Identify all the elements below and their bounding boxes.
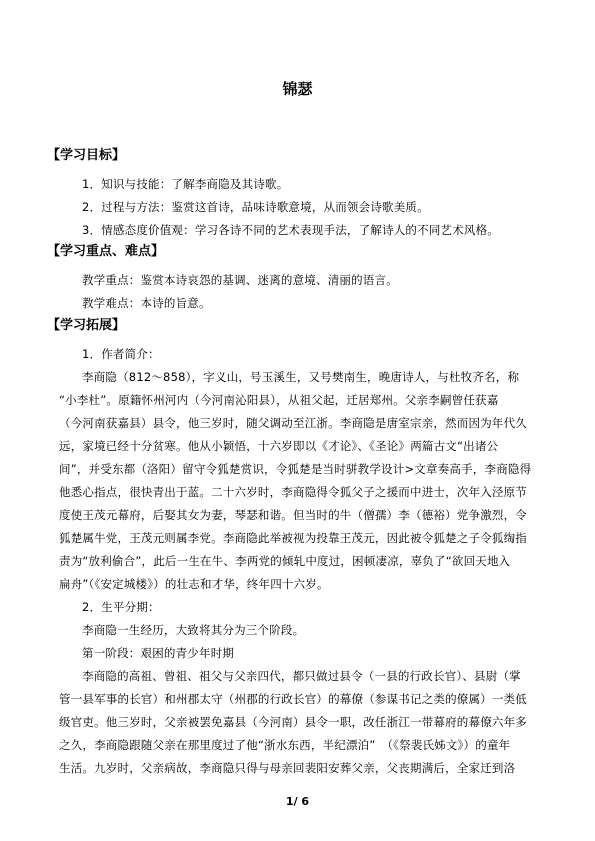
paragraph-line: 管一县军事的长官）和州郡太守（州郡的行政长官）的幕僚（参谋书记之类的僚属）一类低: [59, 692, 527, 706]
section-heading-key-points: 【学习重点、难点】: [47, 244, 165, 259]
document-title: 锦瑟: [282, 80, 313, 98]
goal-item-2: 2．过程与方法：鉴赏这首诗，品味诗歌意境，从而领会诗歌美质。: [82, 200, 429, 214]
paragraph-line: 李商隐的高祖、曾祖、祖父与父亲四代，都只做过县令（一县的行政长官）、县尉（掌: [82, 669, 521, 683]
paragraph-line: 远，家境已经十分贫寒。他从小颖悟，十六岁即以《才论》、《圣论》两篇古文“出诸公: [59, 439, 499, 453]
paragraph-line: 间”，并受东都（洛阳）留守令狐楚赏识，令狐楚是当时骈教学设计>文章奏高手，李商隐得: [59, 462, 532, 476]
goal-item-3: 3．情感态度价值观：学习各诗不同的艺术表现手法，了解诗人的不同艺术风格。: [82, 223, 500, 237]
key-point-1: 教学重点：鉴赏本诗哀怨的基调、迷离的意境、清丽的语言。: [82, 273, 398, 287]
key-point-2: 教学难点：本诗的旨意。: [82, 296, 211, 310]
paragraph-line: 扁舟”（《安定城楼》）的壮志和才华，终年四十六岁。: [59, 577, 329, 591]
subheading-author-intro: 1．作者简介：: [82, 347, 160, 361]
section-heading-learning-goals: 【学习目标】: [47, 148, 126, 163]
paragraph-line: 之久，李商隐跟随父亲在那里度过了他“浙水东西，半纪漂泊” （《祭裴氏姊文》）的童年: [59, 738, 511, 752]
paragraph-line: 生活。九岁时，父亲病故，李商隐只得与母亲回裴阳安葬父亲，父丧期满后，全家迁到洛: [59, 761, 516, 775]
paragraph-line: （今河南获嘉县）县令，他三岁时，随父调动至江浙。李商隐是唐室宗亲，然而因为年代久: [59, 416, 527, 430]
stage-heading: 第一阶段：艰困的青少年时期: [82, 646, 235, 660]
paragraph-line: 李商隐（812～858），字义山，号玉溪生，又号樊南生，晚唐诗人，与杜牧齐名，称: [82, 370, 520, 384]
paragraph-line: 狐楚属牛党，王茂元则属李党。李商隐此举被视为投靠王茂元，因此被令狐楚之子令狐绹指: [59, 531, 527, 545]
paragraph-line: “小李杜”。原籍怀州河内（今河南沁阳县），从祖父起，迁居郑州。父亲李嗣曾任获嘉: [59, 393, 499, 407]
section-heading-extension: 【学习拓展】: [47, 318, 126, 333]
paragraph-line: 级官吏。他三岁时，父亲被罢免嘉县（今河南）县令一职，改任浙江一带幕府的幕僚六年多: [59, 715, 527, 729]
page-number: 1/ 6: [285, 795, 310, 808]
paragraph-line: 责为“放利偷合”，此后一生在牛、李两党的倾轧中度过，困顿凄凉，辜负了“欲回天地入: [59, 554, 511, 568]
subheading-life-stages: 2．生平分期：: [82, 600, 160, 614]
paragraph-line: 李商隐一生经历，大致将其分为三个阶段。: [82, 623, 305, 637]
goal-item-1: 1．知识与技能：了解李商隐及其诗歌。: [82, 177, 289, 191]
paragraph-line: 度使王茂元幕府，后娶其女为妻，琴瑟和谐。但当时的牛（僧孺）李（德裕）党争激烈，令: [59, 508, 527, 522]
paragraph-line: 他悉心指点，很快青出于蓝。二十六岁时，李商隐得令狐父子之援而中进士，次年入泾原节: [59, 485, 527, 499]
